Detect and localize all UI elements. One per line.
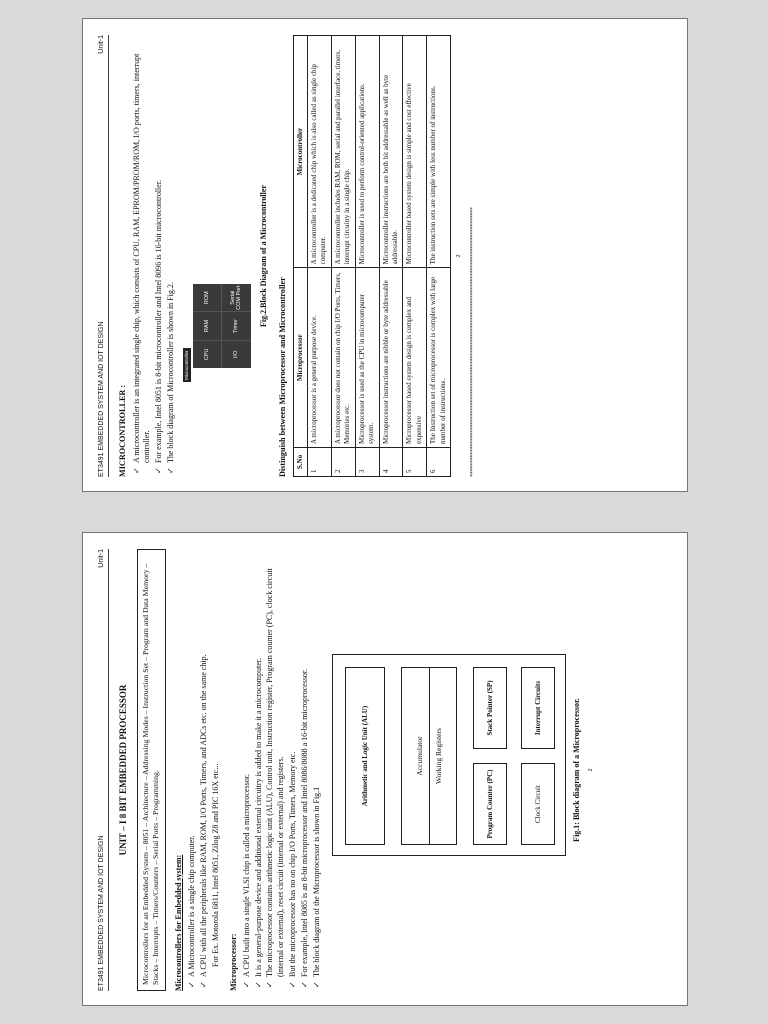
list-item: ✓ A Microcontroller is a single chip computer. (187, 835, 197, 988)
program-counter-block: Program Counter (PC) (473, 763, 507, 845)
list-item: ✓ A CPU with all the peripherals like RAM, ROM, I/O Ports, Timers, and ADCs etc. on the same chip. (199, 654, 209, 988)
check-icon: ✓ (165, 467, 175, 474)
list-item: ✓ For example, Intel 8051 is 8-bit microcontroller and Intel 8096 is 16-bit microcontroller. (154, 179, 164, 474)
ram-block: RAM (193, 312, 222, 339)
accumulator-label: Accumulator (411, 668, 430, 844)
check-icon: ✓ (187, 981, 197, 988)
table-row: 4 Microprocessor instructions are nibble or byte addressable Microcontroller instructions are both bit addressable as well as byte addressable. (379, 36, 403, 477)
section-title-microcontrollers: Microcontrollers for Embedded system: (173, 854, 183, 991)
table-row: 3 Microprocessor is used as the CPU in microcomputer system. Microcontroller is used to perform control-oriented applications. (355, 36, 379, 477)
table-header-row (293, 36, 307, 477)
page-number: 2 (588, 768, 595, 772)
section-title-microprocessor: Microprocessor: (228, 933, 238, 991)
microcontroller-points (132, 35, 177, 477)
column-header: Microcontroller (293, 36, 307, 268)
document-page-microcontroller (82, 18, 688, 492)
list-item: ✓ A microcontroller is an integrated single chip, which consists of CPU, RAM, EPROM/PROM/ROM, I/O ports, timers, interrupt controller. (131, 53, 152, 474)
rom-block: ROM (193, 284, 222, 311)
section-title-microcontroller: MICROCONTROLLER : (118, 384, 128, 477)
accumulator-registers-block (401, 667, 457, 845)
column-header: S.No (293, 448, 307, 477)
check-icon: ✓ (241, 981, 251, 988)
page-number: 2 (456, 254, 463, 258)
header-unit: Unit-1 (98, 35, 105, 54)
list-item: ✓ It is a general-purpose device and additional external circuitry is added to make it a microcomputer. (253, 658, 263, 988)
comparison-table (293, 35, 452, 477)
microprocessor-block-diagram (332, 654, 566, 856)
serial-com-port-block: Serial COM Port (222, 284, 251, 311)
example-text: For Ex. Motorola 6811, Intel 8051, Zilog Z8 and PIC 16X etc... (211, 763, 220, 967)
page-header (97, 35, 109, 477)
table-row: 2 A microprocessor does not contain on chip I/O Ports, Timers, Memories etc. A microcontroller includes RAM, ROM, serial and parallel interface, timers, interrupt circuitry in a single chip. (331, 36, 355, 477)
list-item: ✓ But the microprocessor has no on chip I/O Ports, Timers, Memory etc. (288, 751, 298, 988)
check-icon: ✓ (253, 981, 263, 988)
table-row: 1 A microprocessor is a general purpose device. A microcontroller is a dedicated chip which is also called as single chip computer. (307, 36, 331, 477)
alu-block: Arithmetic and Logic Unit (ALU) (345, 667, 385, 845)
list-item: ✓ For example, Intel 8085 is an 8-bit microprocessor and Intel 8086/8088 a 16-bit microprocessor. (299, 668, 309, 988)
timer-block: Timer (222, 312, 251, 339)
check-icon: ✓ (299, 981, 309, 988)
clock-circuit-block: Clock Circuit (521, 763, 555, 845)
microcontroller-grid (193, 284, 251, 368)
check-icon: ✓ (131, 467, 141, 474)
microprocessor-list (242, 549, 323, 991)
header-unit: Unit-1 (98, 549, 105, 568)
microcontroller-label: Microcontroller (183, 348, 191, 382)
list-item: ✓ The block diagram of Microcontroller is shown in Fig.2. (165, 282, 175, 474)
working-registers-label: Working Registers (433, 728, 443, 784)
table-row: 5 Microprocessor based system design is complex and expensive Microcontroller based system design is simple and cost effective (403, 36, 427, 477)
check-icon: ✓ (311, 981, 321, 988)
document-page-unit1-intro (82, 532, 688, 1006)
interrupt-circuits-block: Interrupt Circuits (521, 667, 555, 749)
stack-pointer-block: Stack Pointer (SP) (473, 667, 507, 749)
cpu-block: CPU (193, 341, 222, 368)
table-title: Distinguish between Microprocessor and Microcontroller (278, 277, 288, 477)
figure-caption: Fig.1: Block diagram of a Microprocessor. (572, 698, 582, 842)
header-course: ET3491 EMBEDDED SYSTEM AND IOT DESIGN (98, 321, 105, 477)
star-separator: ************************************************************************************************** (469, 207, 477, 477)
page-header (97, 549, 109, 991)
microcontroller-list (187, 549, 210, 991)
table-row: 6 The Instruction set of microprocessor is complex with large number of instructions. The instruction sets are simple with less number of instructions. (427, 36, 451, 477)
list-item: ✓ The microprocessor contains arithmetic logic unit (ALU), Control unit, Instruction register, Program counter (PC), clock circuit (internal or external), reset circuit (internal or external) and registers. (265, 568, 286, 988)
list-item: ✓ A CPU built into a single VLSI chip is called a microprocessor. (241, 774, 251, 988)
list-item: ✓ The block diagram of the Microprocessor is shown in Fig.1 (311, 786, 321, 988)
io-block: I/O (222, 341, 251, 368)
microcontroller-block-diagram (183, 282, 253, 382)
check-icon: ✓ (154, 467, 164, 474)
check-icon: ✓ (199, 981, 209, 988)
syllabus-box: Microcontrollers for an Embedded System – 8051 – Architecture – Addressing Modes – Instruction Set – Program and Data Memory – Stacks – Interrupts – Timers/Counters – Serial Ports – Programming. (137, 549, 166, 991)
page-title: UNIT – I 8 BIT EMBEDDED PROCESSOR (118, 684, 129, 856)
header-course: ET3491 EMBEDDED SYSTEM AND IOT DESIGN (98, 835, 105, 991)
check-icon: ✓ (265, 981, 275, 988)
figure-caption: Fig.2.Block Diagram of a Microcontroller (258, 185, 268, 327)
check-icon: ✓ (288, 981, 298, 988)
column-header: Microprocessor (293, 268, 307, 448)
